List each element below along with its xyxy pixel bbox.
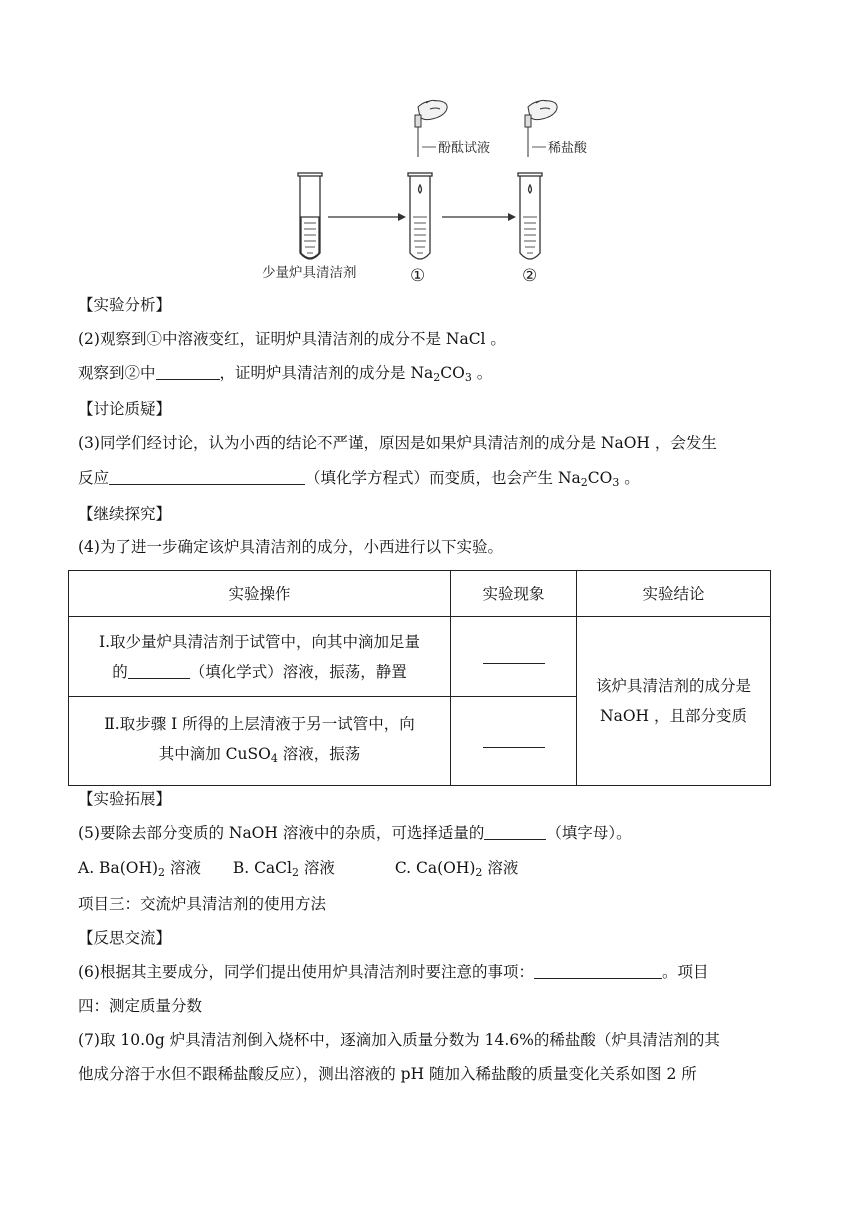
row1-op-text-a: 的 [112, 662, 128, 681]
row1-op-line2 [79, 657, 440, 687]
test-tube-sample [298, 173, 322, 259]
row2-op-text-b: 溶液，振荡 [277, 744, 361, 763]
label-dilute-hcl: 稀盐酸 [548, 141, 588, 156]
q2-line1: (2)观察到①中溶液变红，证明炉具清洁剂的成分不是 NaCl 。 [78, 330, 506, 348]
answer-blank-q2[interactable] [156, 363, 220, 380]
option-c[interactable] [395, 859, 519, 877]
heading-reflection: 【反思交流】 [78, 929, 172, 947]
table-row [69, 617, 771, 697]
q5-text-a: (5)要除去部分变质的 NaOH 溶液中的杂质，可选择适量的 [78, 824, 485, 842]
row1-op-text-b: （填化学式）溶液，振荡，静置 [189, 662, 407, 681]
row2-op-text-a: 其中滴加 CuSO [158, 744, 271, 763]
option-b[interactable] [233, 859, 335, 877]
q5-line [78, 822, 632, 844]
q3-text-d: 。 [619, 469, 640, 487]
q2-sub-3: 3 [464, 371, 472, 384]
option-b-suffix: 溶液 [299, 859, 335, 877]
q3-text-b: （填化学方程式）而变质，也会产生 Na [305, 469, 581, 487]
q2-text-d: 。 [471, 364, 493, 382]
option-c-text: C. Ca [394, 859, 438, 877]
test-tube-1 [408, 173, 432, 259]
q2-line2 [78, 362, 492, 389]
q6-text-b: 。项目 [661, 963, 709, 981]
answer-blank-phenomenon-2[interactable] [483, 737, 545, 748]
q7-line1: (7)取 10.0g 炉具清洁剂倒入烧杯中，逐滴加入质量分数为 14.6%的稀盐酸（炉具清洁剂的其 [78, 1031, 720, 1049]
q4-line: (4)为了进一步确定该炉具清洁剂的成分，小西进行以下实验。 [78, 538, 503, 556]
q3-text-c: CO [587, 469, 613, 487]
row2-operation [69, 697, 451, 786]
row2-phenomenon [451, 697, 577, 786]
option-b-text: B. CaCl [232, 859, 292, 877]
heading-continue: 【继续探究】 [78, 505, 172, 523]
label-sample: 少量炉具清洁剂 [262, 265, 357, 281]
heading-analysis: 【实验分析】 [78, 296, 172, 314]
q2-sub-2: 2 [433, 371, 441, 384]
answer-blank-reagent[interactable] [128, 662, 190, 679]
header-phenomenon: 实验现象 [451, 571, 577, 617]
q3-text-a: 反应 [78, 469, 110, 487]
label-phenolphthalein: 酚酞试液 [438, 141, 491, 156]
header-conclusion: 实验结论 [577, 571, 771, 617]
conclusion-cell [577, 617, 771, 786]
conclusion-line2: NaOH ，且部分变质 [600, 707, 747, 725]
row2-sub-4: 4 [270, 751, 278, 765]
answer-blank-q5[interactable] [484, 823, 546, 840]
header-operation: 实验操作 [69, 571, 451, 617]
table-header-row [69, 571, 771, 617]
q5-options [78, 857, 518, 884]
q3-line2 [78, 467, 640, 494]
option-a-formula: (OH) [119, 859, 159, 877]
q6-line2: 四：测定质量分数 [78, 997, 203, 1015]
q2-text-c: CO [440, 364, 465, 382]
option-c-sub: 2 [475, 866, 483, 879]
option-a-text: A. Ba [78, 859, 120, 877]
project3-title: 项目三：交流炉具清洁剂的使用方法 [78, 895, 327, 913]
option-a[interactable] [78, 859, 201, 877]
answer-blank-phenomenon-1[interactable] [483, 653, 545, 664]
row1-operation [69, 617, 451, 697]
heading-discussion: 【讨论质疑】 [78, 400, 172, 418]
row2-op-line1: Ⅱ.取步骤 I 所得的上层清液于另一试管中，向 [104, 714, 415, 733]
heading-extension: 【实验拓展】 [78, 790, 172, 808]
option-c-formula: (OH) [437, 859, 476, 877]
option-b-sub: 2 [292, 866, 299, 879]
row1-op-line1: Ⅰ.取少量炉具清洁剂于试管中，向其中滴加足量 [98, 632, 421, 651]
option-a-suffix: 溶液 [165, 859, 201, 877]
test-tube-2 [518, 173, 542, 259]
label-tube-1: ① [410, 266, 426, 286]
q7-line2: 他成分溶于水但不跟稀盐酸反应），测出溶液的 pH 随加入稀盐酸的质量变化关系如图 2 所 [78, 1065, 697, 1083]
option-a-sub: 2 [158, 866, 166, 879]
q3-line1: (3)同学们经讨论，认为小西的结论不严谨，原因是如果炉具清洁剂的成分是 NaOH ，会发生 [78, 434, 717, 452]
q5-text-b: （填字母）。 [546, 824, 632, 842]
experiment-figure [250, 95, 610, 295]
experiment-table [68, 570, 771, 786]
option-c-suffix: 溶液 [482, 859, 519, 877]
q2-text-a: 观察到②中 [78, 364, 156, 382]
row1-phenomenon [451, 617, 577, 697]
q6-text-a: (6)根据其主要成分，同学们提出使用炉具清洁剂时要注意的事项： [78, 963, 534, 981]
answer-blank-q3[interactable] [109, 468, 305, 485]
row2-op-line2 [79, 739, 440, 774]
answer-blank-q6[interactable] [534, 962, 662, 979]
conclusion-line1: 该炉具清洁剂的成分是 [595, 677, 751, 695]
q3-sub-2: 2 [580, 476, 588, 489]
label-tube-2: ② [522, 266, 538, 286]
q2-text-b: ，证明炉具清洁剂的成分是 Na [219, 364, 434, 382]
q6-line1 [78, 961, 708, 983]
q3-sub-3: 3 [612, 476, 620, 489]
